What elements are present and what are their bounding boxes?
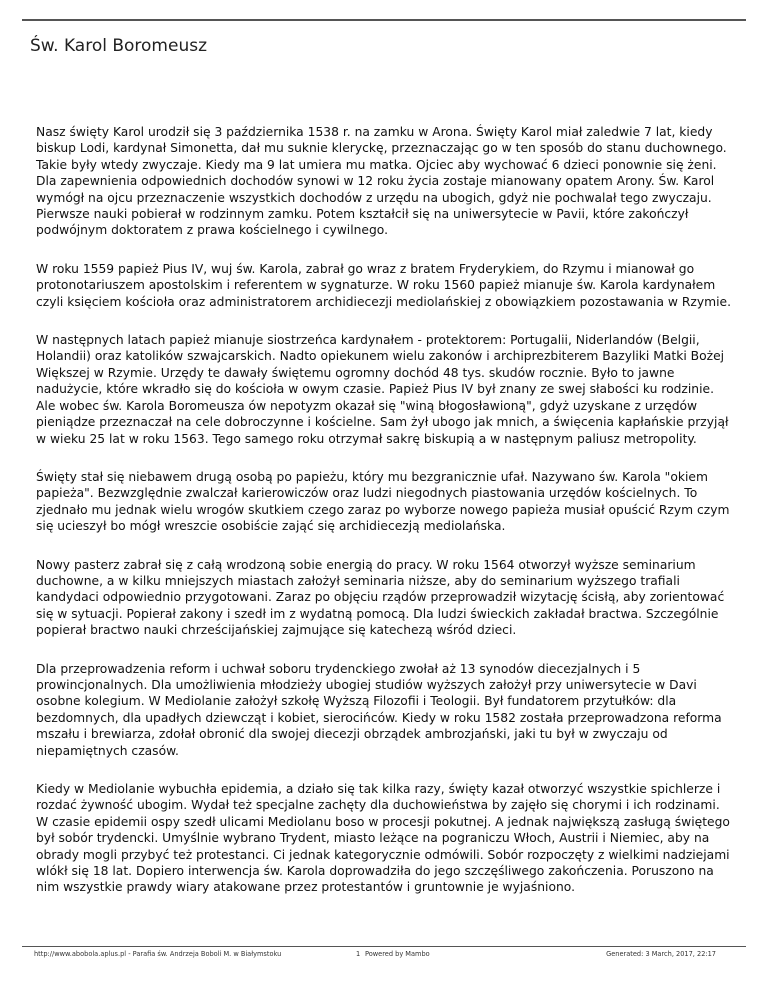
header-rule xyxy=(22,19,746,21)
footer-source: http://www.abobola.aplus.pl - Parafia św. Andrzeja Boboli M. w Białymstoku xyxy=(34,950,282,958)
paragraph: W roku 1559 papież Pius IV, wuj św. Karola, zabrał go wraz z bratem Fryderykiem, do Rzymu i mianował go protonotariuszem apostolskim i referentem w sygnaturze. W roku 1560 papież mianuje św. Karola kardynałem czyli księciem kościoła oraz administratorem archidiecezji mediolańskiej z obowiązkiem pozostawania w Rzymie. xyxy=(36,261,732,309)
paragraph: Kiedy w Mediolanie wybuchła epidemia, a działo się tak kilka razy, święty kazał otworzyć wszystkie spichlerze i rozdać żywność ubogim. Wydał też specjalne zachęty dla duchowieństwa by zajęło się chorymi i ich rodzinami. W czasie epidemii ospy szedł ulicami Mediolanu boso w procesji pokutnej. A jednak największą zasługą świętego był sobór trydencki. Umyślnie wybrano Trydent, miasto leżące na pograniczu Włoch, Austrii i Niemiec, aby na obrady mogli przybyć też protestanci. Ci jednak kategorycznie odmówili. Sobór rozpoczęty z wielkimi nadziejami wlókł się 18 lat. Dopiero interwencja św. Karola doprowadziła do jego szczęśliwego zakończenia. Poruszono na nim wszystkie prawdy wiary atakowane przez protestantów i gruntownie je wyjaśniono. xyxy=(36,782,730,895)
footer-powered-by: Powered by Mambo xyxy=(365,950,430,958)
paragraph: Święty stał się niebawem drugą osobą po papieżu, który mu bezgranicznie ufał. Nazywano św. Karola "okiem papieża". Bezwzględnie zwalczał karierowiczów oraz ludzi niegodnych piastowania urzędów kościelnych. To zjednało mu jednak wielu wrogów skutkiem czego zaraz po wyborze nowego papieża musiał opuścić Rzym czym się ucieszył bo mógł wreszcie osobiście zająć się archidiecezją mediolańska. xyxy=(36,469,730,534)
page-footer xyxy=(22,946,746,958)
paragraph: W następnych latach papież mianuje siostrzeńca kardynałem - protektorem: Portugalii, Niderlandów (Belgii, Holandii) oraz katolików szwajcarskich. Nadto opiekunem wielu zakonów i archiprezbiterem Bazyliki Matki Bożej Większej w Rzymie. Urzędy te dawały świętemu ogromny dochód 48 tys. skudów rocznie. Było to jawne nadużycie, które wkradło się do kościoła w owym czasie. Papież Pius IV był znany ze swej słabości ku rodzinie. Ale wobec św. Karola Boromeusza ów nepotyzm okazał się "winą błogosławioną", gdyż uzyskane z urzędów pieniądze przeznaczał na cele dobroczynne i kościelne. Sam żył ubogo jak mnich, a święcenia kapłańskie przyjął w wieku 25 lat w roku 1563. Tego samego roku otrzymał sakrę biskupią a w następnym paliusz metropolity. xyxy=(36,333,729,446)
page-title: Św. Karol Boromeusz xyxy=(30,36,208,56)
paragraph: Dla przeprowadzenia reform i uchwał soboru trydenckiego zwołał aż 13 synodów diecezjalnych i 5 prowincjonalnych. Dla umożliwienia młodzieży ubogiej studiów wyższych założył przy uniwersytecie w Davi osobne kolegium. W Mediolanie założył szkołę Wyższą Filozofii i Teologii. Był fundatorem przytułków: dla bezdomnych, dla upadłych dziewcząt i kobiet, sierocińców. Kiedy w roku 1582 została przeprowadzona reforma mszału i brewiarza, zdołał obronić dla swojej diecezji obrządek ambrozjański, jaki tu był w zwyczaju od niepamiętnych czasów. xyxy=(36,661,722,758)
paragraph: Nasz święty Karol urodził się 3 października 1538 r. na zamku w Arona. Święty Karol miał zaledwie 7 lat, kiedy biskup Lodi, kardynał Simonetta, dał mu suknie kleryckę, przeznaczając go w ten sposób do stanu duchownego. Takie były wtedy zwyczaje. Kiedy ma 9 lat umiera mu matka. Ojciec aby wychować 6 dzieci ponownie się żeni. Dla zapewnienia odpowiednich dochodów synowi w 12 roku życia zostaje mianowany opatem Arony. Św. Karol wymógł na ojcu przeznaczenie wszystkich dochodów z urzędu na ubogich, gdyż nie pochwalał tego zwyczaju. Pierwsze nauki pobierał w rodzinnym zamku. Potem kształcił się na uniwersytecie w Pavii, które zakończył podwójnym doktoratem z prawa kościelnego i cywilnego. xyxy=(36,125,727,238)
article-body xyxy=(36,124,732,918)
footer-generated: Generated: 3 March, 2017, 22:17 xyxy=(606,950,716,958)
footer-page-number: 1 xyxy=(356,950,361,958)
paragraph: Nowy pasterz zabrał się z całą wrodzoną sobie energią do pracy. W roku 1564 otworzył wyższe seminarium duchowne, a w kilku mniejszych miastach założył seminaria niższe, aby do seminarium wyższego trafiali kandydaci odpowiednio przygotowani. Zaraz po objęciu rządów przeprowadził wizytację ścisłą, aby zorientować się w sytuacji. Popierał zakony i szedł im z wydatną pomocą. Dla ludzi świeckich zakładał bractwa. Szczególnie popierał bractwo nauki chrześcijańskiej zajmujące się katechezą wśród dzieci. xyxy=(36,557,725,638)
